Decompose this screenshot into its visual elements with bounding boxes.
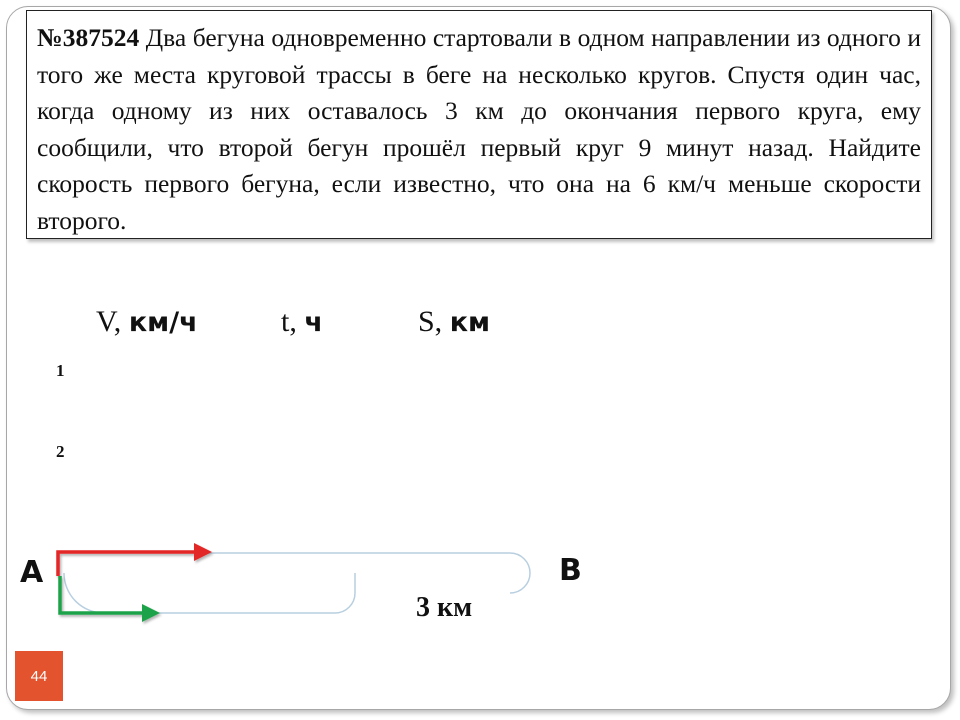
problem-number: №387524 bbox=[37, 23, 140, 52]
problem-text: Два бегуна одновременно стартовали в одном направлении из одного и того же места круговой трассы в беге на несколько кругов. Спустя один час, когда одному из них оставалось 3 км до окончания первого круга, ему сообщили, что второй бегун прошёл первый круг 9 минут назад. Найдите скорость первого бегуна, если известно, что она на 6 км/ч меньше скорости второго. bbox=[37, 23, 922, 235]
row-label-runner-2: 2 bbox=[56, 442, 65, 461]
distance-label: 3 км bbox=[416, 592, 473, 623]
column-symbol: t, bbox=[281, 305, 297, 338]
point-b-label: B bbox=[559, 553, 582, 588]
row-label-runner-1: 1 bbox=[56, 361, 65, 380]
column-unit: км/ч bbox=[128, 307, 198, 338]
page-number: 44 bbox=[30, 667, 48, 685]
partial-loop-outline bbox=[64, 573, 355, 613]
column-unit: км bbox=[449, 307, 491, 338]
column-symbol: V, bbox=[96, 305, 122, 338]
column-symbol: S, bbox=[418, 305, 443, 338]
point-a-label: A bbox=[20, 555, 44, 590]
runner-2-arrow bbox=[60, 576, 160, 622]
page-number-badge bbox=[15, 651, 63, 701]
column-unit: ч bbox=[304, 307, 323, 338]
